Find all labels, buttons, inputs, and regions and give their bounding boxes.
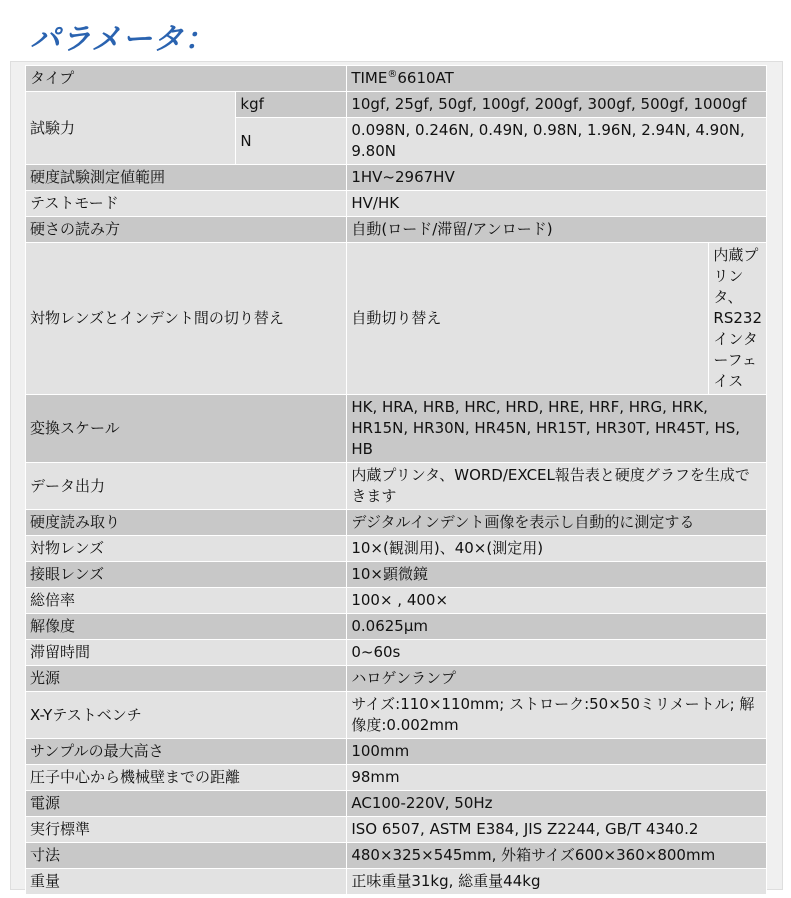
table-row [26, 395, 767, 463]
row-label-xy-stage: X-Yテストベンチ [26, 692, 347, 739]
row-label-scale: 変換スケール [26, 395, 347, 463]
row-value-scale: HK, HRA, HRB, HRC, HRD, HRE, HRF, HRG, HRK, HR15N, HR30N, HR45N, HR15T, HR30T, HR45T, HS, HB [347, 395, 767, 463]
row-value-magnification: 100× , 400× [347, 588, 767, 614]
row-value-eyepiece: 10×顕微鏡 [347, 562, 767, 588]
table-row [26, 843, 767, 869]
table-row [26, 536, 767, 562]
row-value-standards: ISO 6507, ASTM E384, JIS Z2244, GB/T 4340.2 [347, 817, 767, 843]
row-value-light: ハロゲンランプ [347, 666, 767, 692]
row-value-max-height: 100mm [347, 739, 767, 765]
row-label-standards: 実行標準 [26, 817, 347, 843]
row-label-force: 試験力 [26, 92, 236, 165]
row-label-hardness-reading: 硬度読み取り [26, 510, 347, 536]
page-title: パラメータ： [30, 22, 216, 57]
row-label-mode: テストモード [26, 191, 347, 217]
unit-n: N [236, 118, 347, 165]
table-row [26, 66, 767, 92]
table-row [26, 739, 767, 765]
table-row [26, 765, 767, 791]
row-value-force-n: 0.098N, 0.246N, 0.49N, 0.98N, 1.96N, 2.94N, 4.90N, 9.80N [347, 118, 767, 165]
row-value-power: AC100-220V, 50Hz [347, 791, 767, 817]
table-row [26, 92, 767, 118]
registered-mark: ® [387, 69, 398, 80]
row-value-mode: HV/HK [347, 191, 767, 217]
row-value-resolution: 0.0625μm [347, 614, 767, 640]
row-value-type [347, 66, 767, 92]
table-row [26, 817, 767, 843]
row-value-weight: 正味重量31kg, 総重量44kg [347, 869, 767, 895]
row-value-output: 内蔵プリンタ、WORD/EXCEL報告表と硬度グラフを生成できます [347, 463, 767, 510]
table-row [26, 243, 767, 395]
row-label-range: 硬度試験測定値範囲 [26, 165, 347, 191]
row-extra-objective-switch: 内蔵プリンタ、RS232インターフェイス [709, 243, 767, 395]
row-label-power: 電源 [26, 791, 347, 817]
row-value-objective-switch: 自動切り替え [347, 243, 709, 395]
unit-kgf: kgf [236, 92, 347, 118]
row-label-throat: 圧子中心から機械壁までの距離 [26, 765, 347, 791]
row-label-dimensions: 寸法 [26, 843, 347, 869]
table-row [26, 165, 767, 191]
row-label-objective: 対物レンズ [26, 536, 347, 562]
row-value-reading: 自動(ロード/滞留/アンロード) [347, 217, 767, 243]
table-row [26, 510, 767, 536]
row-value-xy-stage: サイズ:110×110mm; ストローク:50×50ミリメートル; 解像度:0.002mm [347, 692, 767, 739]
row-label-dwell: 滞留時間 [26, 640, 347, 666]
table-row [26, 869, 767, 895]
row-label-light: 光源 [26, 666, 347, 692]
row-value-throat: 98mm [347, 765, 767, 791]
row-value-range: 1HV~2967HV [347, 165, 767, 191]
row-label-max-height: サンプルの最大高さ [26, 739, 347, 765]
row-value-dwell: 0~60s [347, 640, 767, 666]
row-label-type: タイプ [26, 66, 347, 92]
table-row [26, 666, 767, 692]
row-label-resolution: 解像度 [26, 614, 347, 640]
row-value-dimensions: 480×325×545mm, 外箱サイズ600×360×800mm [347, 843, 767, 869]
model-prefix: TIME [351, 69, 388, 87]
table-row [26, 692, 767, 739]
row-label-output: データ出力 [26, 463, 347, 510]
table-row [26, 614, 767, 640]
table-row [26, 217, 767, 243]
row-value-hardness-reading: デジタルインデント画像を表示し自動的に測定する [347, 510, 767, 536]
row-label-objective-switch: 対物レンズとインデント間の切り替え [26, 243, 347, 395]
row-value-objective: 10×(観測用)、40×(測定用) [347, 536, 767, 562]
table-row [26, 463, 767, 510]
row-label-weight: 重量 [26, 869, 347, 895]
row-value-force-kgf: 10gf, 25gf, 50gf, 100gf, 200gf, 300gf, 500gf, 1000gf [347, 92, 767, 118]
parameter-table [25, 65, 767, 895]
table-row [26, 191, 767, 217]
table-row [26, 791, 767, 817]
table-row [26, 588, 767, 614]
row-label-reading: 硬さの読み方 [26, 217, 347, 243]
model-suffix: 6610AT [397, 69, 454, 87]
table-row [26, 562, 767, 588]
row-label-eyepiece: 接眼レンズ [26, 562, 347, 588]
row-label-magnification: 総倍率 [26, 588, 347, 614]
table-row [26, 640, 767, 666]
